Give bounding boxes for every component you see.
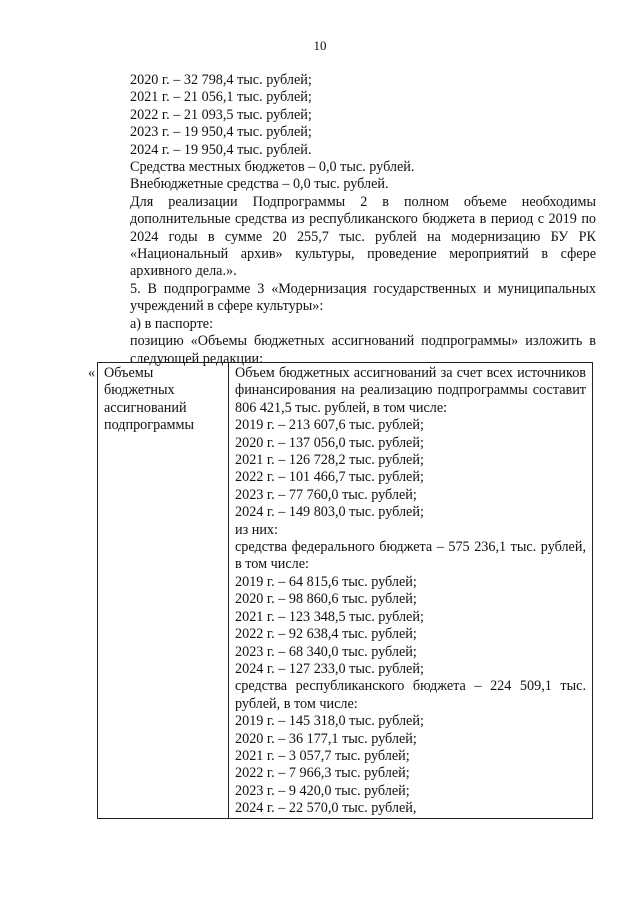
budget-allocations-table (97, 362, 593, 819)
republic-year-line: 2021 г. – 3 057,7 тыс. рублей; (235, 747, 410, 764)
total-year-line: 2020 г. – 137 056,0 тыс. рублей; (235, 434, 424, 451)
federal-year-line: 2021 г. – 123 348,5 тыс. рублей; (235, 608, 424, 625)
page-number: 10 (313, 38, 327, 53)
position-paragraph: позицию «Объемы бюджетных ассигнований подпрограммы» изложить в следующей редакции: (130, 333, 596, 367)
item-a-line: а) в паспорте: (130, 315, 214, 332)
row-label-line: ассигнований (104, 399, 187, 416)
local-budget-line: Средства местных бюджетов – 0,0 тыс. рублей. (130, 159, 415, 176)
federal-year-line: 2020 г. – 98 860,6 тыс. рублей; (235, 591, 417, 608)
funding-line-2023: 2023 г. – 19 950,4 тыс. рублей; (130, 124, 312, 141)
total-year-line: 2019 г. – 213 607,6 тыс. рублей; (235, 417, 424, 434)
item5-paragraph: 5. В подпрограмме 3 «Модернизация государственных и муниципальных учреждений в сфере культуры»: (130, 280, 596, 315)
row-label-cell (98, 363, 229, 819)
opening-quote: « (88, 365, 96, 381)
extrabudgetary-line: Внебюджетные средства – 0,0 тыс. рублей. (130, 176, 389, 193)
total-year-line: 2024 г. – 149 803,0 тыс. рублей; (235, 504, 424, 521)
republic-year-line: 2024 г. – 22 570,0 тыс. рублей, (235, 800, 417, 817)
of-them-line: из них: (235, 521, 278, 538)
republic-year-line: 2022 г. – 7 966,3 тыс. рублей; (235, 765, 410, 782)
document-body (92, 72, 596, 368)
total-year-line: 2021 г. – 126 728,2 тыс. рублей; (235, 452, 424, 469)
row-value-cell (229, 363, 593, 819)
total-intro: Объем бюджетных ассигнований за счет всех источников финансирования на реализацию подпрограммы составит 806 421,5 тыс. рублей, в том числе: (235, 365, 586, 416)
republic-year-line: 2020 г. – 36 177,1 тыс. рублей; (235, 730, 417, 747)
republic-intro: средства республиканского бюджета – 224 509,1 тыс. рублей, в том числе: (235, 678, 586, 712)
republic-year-line: 2019 г. – 145 318,0 тыс. рублей; (235, 713, 424, 730)
funding-line-2024: 2024 г. – 19 950,4 тыс. рублей. (130, 141, 312, 158)
federal-year-line: 2024 г. – 127 233,0 тыс. рублей; (235, 660, 424, 677)
subprogram2-paragraph: Для реализации Подпрограммы 2 в полном объеме необходимы дополнительные средства из республиканского бюджета в период с 2019 по 2024 годы в сумме 20 255,7 тыс. рублей на модернизацию БУ РК «Национальный архив» культуры, проведение мероприятий в сфере архивного дела.». (130, 193, 596, 280)
federal-year-line: 2023 г. – 68 340,0 тыс. рублей; (235, 643, 417, 660)
funding-line-2021: 2021 г. – 21 056,1 тыс. рублей; (130, 89, 312, 106)
funding-line-2020: 2020 г. – 32 798,4 тыс. рублей; (130, 72, 312, 88)
total-year-line: 2023 г. – 77 760,0 тыс. рублей; (235, 486, 417, 503)
row-label-line: бюджетных (104, 382, 175, 399)
federal-year-line: 2019 г. – 64 815,6 тыс. рублей; (235, 573, 417, 590)
total-year-line: 2022 г. – 101 466,7 тыс. рублей; (235, 469, 424, 486)
row-label-line: подпрограммы (104, 417, 194, 434)
row-label-line: Объемы (104, 365, 154, 381)
federal-year-line: 2022 г. – 92 638,4 тыс. рублей; (235, 626, 417, 643)
republic-year-line: 2023 г. – 9 420,0 тыс. рублей; (235, 782, 410, 799)
funding-line-2022: 2022 г. – 21 093,5 тыс. рублей; (130, 106, 312, 123)
table-row (98, 363, 593, 819)
federal-intro: средства федерального бюджета – 575 236,1 тыс. рублей, в том числе: (235, 539, 586, 573)
